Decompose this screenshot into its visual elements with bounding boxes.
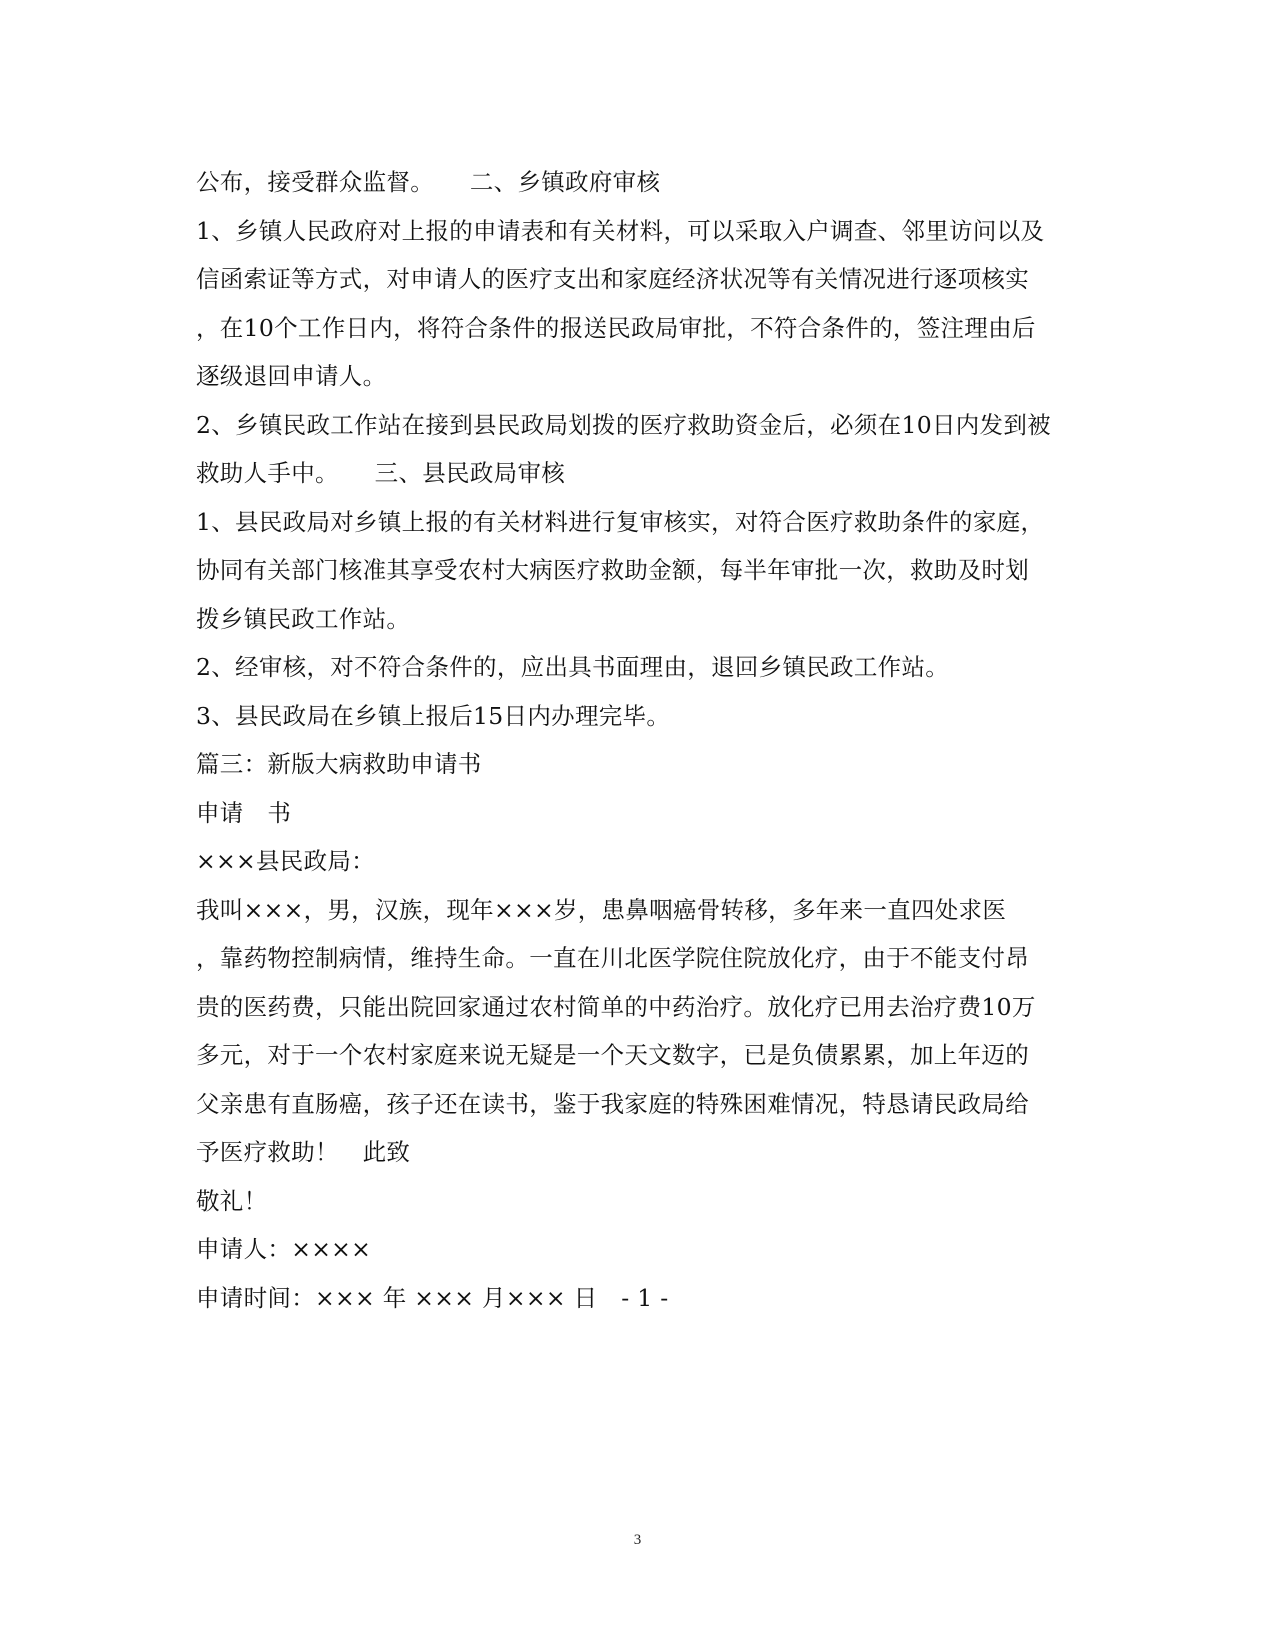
applicant-signature: 申请人：××××: [196, 1235, 372, 1263]
text-line: ，靠药物控制病情，维持生命。一直在川北医学院住院放化疗，由于不能支付昂: [196, 944, 1029, 972]
text-line: 多元，对于一个农村家庭来说无疑是一个天文数字，已是负债累累，加上年迈的: [196, 1041, 1029, 1069]
text-line: 1、乡镇人民政府对上报的申请表和有关材料，可以采取入户调查、邻里访问以及: [196, 216, 1045, 245]
text-line: 信函索证等方式，对申请人的医疗支出和家庭经济状况等有关情况进行逐项核实: [196, 265, 1029, 293]
document-body: [196, 162, 1086, 1326]
text-line: 我叫×××，男，汉族，现年×××岁，患鼻咽癌骨转移，多年来一直四处求医: [196, 895, 1007, 924]
text-line: 2、经审核，对不符合条件的，应出具书面理由，退回乡镇民政工作站。: [196, 653, 950, 681]
text-line: 公布，接受群众监督。 二、乡镇政府审核: [196, 168, 661, 196]
letter-title: 申请 书: [196, 798, 292, 827]
page-number: 3: [633, 1532, 642, 1548]
application-date: 申请时间：××× 年 ××× 月××× 日 - 1 -: [196, 1283, 669, 1312]
text-line: 2、乡镇民政工作站在接到县民政局划拨的医疗救助资金后，必须在10日内发到被: [196, 410, 1051, 439]
text-line: 救助人手中。 三、县民政局审核: [196, 459, 566, 487]
text-line: 逐级退回申请人。: [196, 362, 387, 390]
text-line: 予医疗救助！ 此致: [196, 1138, 411, 1166]
text-line: 拨乡镇民政工作站。: [196, 604, 411, 633]
section-heading: 篇三：新版大病救助申请书: [196, 750, 482, 778]
text-line: 1、县民政局对乡镇上报的有关材料进行复审核实，对符合医疗救助条件的家庭，: [196, 507, 1045, 536]
text-line: 协同有关部门核准其享受农村大病医疗救助金额，每半年审批一次，救助及时划: [196, 556, 1029, 584]
text-line: 父亲患有直肠癌，孩子还在读书，鉴于我家庭的特殊困难情况，特恳请民政局给: [196, 1089, 1029, 1118]
text-line: 3、县民政局在乡镇上报后15日内办理完毕。: [196, 701, 671, 730]
text-line: ，在10个工作日内，将符合条件的报送民政局审批，不符合条件的，签注理由后: [196, 313, 1036, 342]
letter-salutation: 敬礼！: [196, 1186, 268, 1215]
letter-recipient: ×××县民政局：: [196, 847, 375, 875]
text-line: 贵的医药费，只能出院回家通过农村简单的中药治疗。放化疗已用去治疗费10万: [196, 992, 1036, 1021]
